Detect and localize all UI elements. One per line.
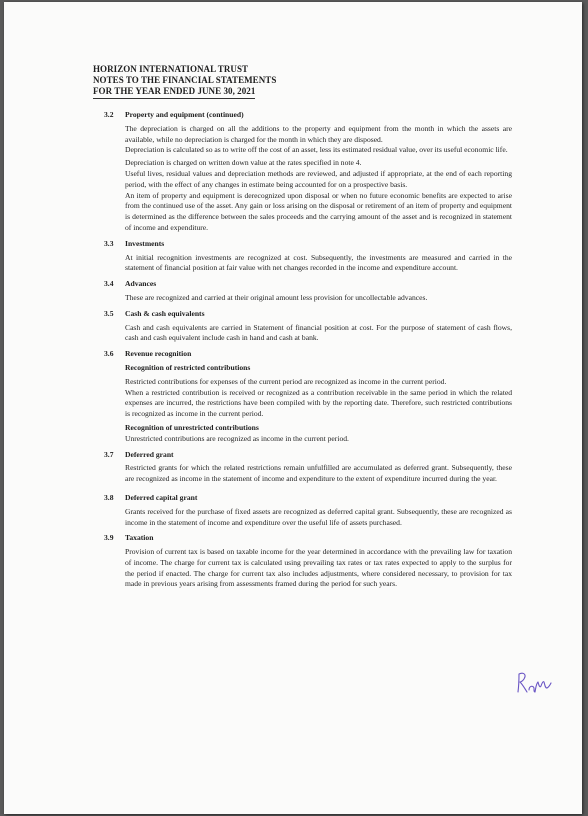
section-title: Advances bbox=[125, 279, 157, 289]
section-number: 3.6 bbox=[104, 349, 114, 359]
section-number: 3.5 bbox=[104, 308, 114, 318]
paragraph: An item of property and equipment is derecognized upon disposal or when no future economic benefits are expected to arise from the continued use of the asset. Any gain or loss arising on the disposal or retirement of an item of property and equipment is determined as the difference between the sales proceeds and the carrying amount of the asset and is recognized in statement of income and expenditure. bbox=[125, 190, 512, 232]
paragraph: Restricted grants for which the related restrictions remain unfulfilled are accumulated as deferred grant. Subsequently, these are recognized as income in the statement of income and expenditure to the extent of expenditure incurred during the year. bbox=[125, 463, 512, 484]
document-header bbox=[93, 64, 276, 99]
section-title: Deferred capital grant bbox=[125, 492, 198, 502]
section-title: Deferred grant bbox=[125, 449, 174, 459]
section-title: Taxation bbox=[125, 533, 154, 543]
handwritten-initials-signature bbox=[514, 668, 554, 698]
section-number: 3.3 bbox=[104, 238, 114, 248]
section-number: 3.7 bbox=[104, 449, 114, 459]
section-investments bbox=[104, 239, 512, 274]
paragraph: Provision of current tax is based on taxable income for the year determined in accordance with the prevailing law for taxation of income. The charge for current tax is calculated using prevailing tax rates or tax rates expected to apply to the surplus for the period if enacted. The charge for current tax also includes adjustments, where considered necessary, to provision for tax made in previous years arising from assessments framed during the period for such years. bbox=[125, 547, 512, 589]
section-property-equipment bbox=[104, 110, 512, 234]
paragraph: Useful lives, residual values and depreciation methods are reviewed, and adjusted if appropriate, at the end of each reporting period, with the effect of any changes in estimate being accounted for on a prospective basis. bbox=[125, 168, 512, 189]
section-taxation bbox=[104, 533, 512, 590]
section-deferred-grant bbox=[104, 450, 512, 485]
organization-name: HORIZON INTERNATIONAL TRUST bbox=[93, 64, 249, 74]
paragraph: Depreciation is calculated so as to write off the cost of an asset, less its estimated residual value, over its useful economic life. bbox=[125, 145, 508, 155]
paragraph: When a restricted contribution is received or recognized as a contribution receivable in the same period in which the related expenses are incurred, the restrictions have been compiled with by the reporting date. Therefore, such restricted contributions is recognized as income in the current period. bbox=[125, 387, 512, 419]
section-cash-equivalents bbox=[104, 309, 512, 344]
section-number: 3.9 bbox=[104, 533, 114, 543]
section-revenue-recognition bbox=[104, 349, 512, 444]
section-title: Revenue recognition bbox=[125, 349, 192, 359]
paragraph: Cash and cash equivalents are carried in Statement of financial position at cost. For the purpose of statement of cash flows, cash and cash equivalent include cash in hand and cash at bank. bbox=[125, 322, 512, 343]
paragraph: Restricted contributions for expenses of the current period are recognized as income in the current period. bbox=[125, 376, 447, 386]
paragraph: Unrestricted contributions are recognized as income in the current period. bbox=[125, 433, 349, 443]
paragraph: At initial recognition investments are recognized at cost. Subsequently, the investments are measured and carried in the statement of financial position at fair value with net changes recorded in the income and expenditure account. bbox=[125, 252, 512, 273]
section-title: Property and equipment (continued) bbox=[125, 110, 244, 119]
period-title: FOR THE YEAR ENDED JUNE 30, 2021 bbox=[93, 86, 255, 99]
section-number: 3.8 bbox=[104, 492, 114, 502]
document-page bbox=[4, 2, 582, 814]
subsection-title: Recognition of unrestricted contributions bbox=[125, 422, 259, 432]
paragraph: Grants received for the purchase of fixed assets are recognized as deferred capital grant. Subsequently, these are recognized as income in the statement of income and expenditure over the useful life of assets purchased. bbox=[125, 506, 512, 527]
section-advances bbox=[104, 279, 512, 304]
subsection-title: Recognition of restricted contributions bbox=[125, 362, 251, 372]
paragraph: The depreciation is charged on all the additions to the property and equipment from the month in which the assets are available, while no depreciation is charged for the month in which they are disposed. bbox=[125, 123, 512, 144]
section-title: Cash & cash equivalents bbox=[125, 308, 205, 318]
section-deferred-capital-grant bbox=[104, 493, 512, 528]
paragraph: Depreciation is charged on written down value at the rates specified in note 4. bbox=[125, 158, 362, 168]
section-number: 3.4 bbox=[104, 279, 114, 289]
section-title: Investments bbox=[125, 238, 165, 248]
document-title: NOTES TO THE FINANCIAL STATEMENTS bbox=[93, 75, 277, 85]
paragraph: These are recognized and carried at their original amount less provision for uncollectable advances. bbox=[125, 292, 428, 302]
section-number: 3.2 bbox=[104, 110, 114, 119]
notes-body bbox=[104, 110, 512, 590]
